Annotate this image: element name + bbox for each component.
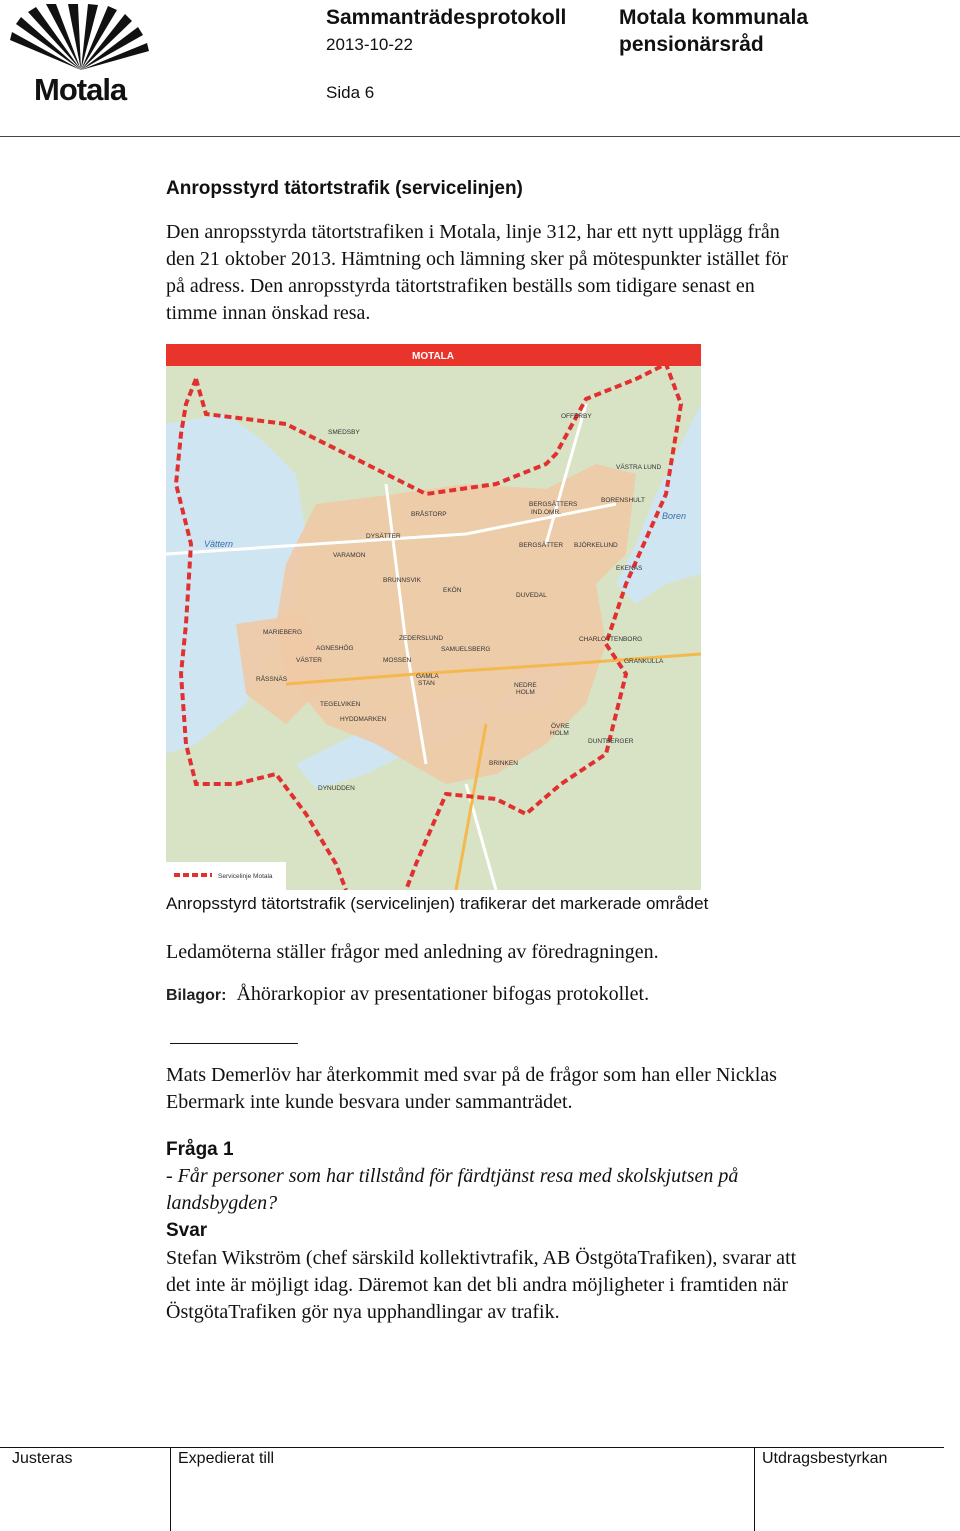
answer-line: det inte är möjligt idag. Däremot kan det bli andra möjligheter i framtiden när <box>166 1274 789 1296</box>
map-label: DYNUDDEN <box>318 785 355 792</box>
map-label: MARIEBERG <box>263 629 303 636</box>
map-label: IND.OMR. <box>531 509 561 516</box>
map-label: DYSÄTTER <box>366 533 401 540</box>
map-label: GAMLA <box>416 673 439 680</box>
map-label: BERGSÄTTERS <box>529 501 578 508</box>
legend-label: Servicelinje Motala <box>218 873 273 880</box>
question-heading: Fråga 1 <box>166 1139 234 1160</box>
map-label: SMEDSBY <box>328 429 360 436</box>
map-label: GRANKULLA <box>624 658 664 665</box>
map-label: TEGELVIKEN <box>320 701 361 708</box>
map-label: DUNTBERGER <box>588 738 634 745</box>
map-label: VÄSTER <box>296 657 323 664</box>
service-area-map <box>166 344 701 890</box>
intro-paragraph <box>166 219 926 327</box>
map-label: ÖVRE <box>551 723 570 730</box>
paragraph-questions: Ledamöterna ställer frågor med anledning av föredragningen. <box>166 941 659 963</box>
map-label: BRUNNSVIK <box>383 577 421 584</box>
map-label: ZEDERSLUND <box>399 635 444 642</box>
map-label: BRINKEN <box>489 760 518 767</box>
question-line: - Får personer som har tillstånd för färdtjänst resa med skolskjutsen på <box>166 1165 739 1187</box>
attachments-text: Åhörarkopior av presentationer bifogas protokollet. <box>236 983 650 1005</box>
header-rule <box>0 136 960 137</box>
map-label: BERGSÄTTER <box>519 542 564 549</box>
intro-line: Den anropsstyrda tätortstrafiken i Motala, linje 312, har ett nytt upplägg från <box>166 221 780 243</box>
map-label: SAMUELSBERG <box>441 646 491 653</box>
footer-divider <box>754 1447 755 1531</box>
map-label: VÄSTRA LUND <box>616 464 662 471</box>
footer-utdragsbestyrkan: Utdragsbestyrkan <box>762 1450 888 1467</box>
answer-text <box>166 1245 936 1326</box>
map-label: HOLM <box>516 689 535 696</box>
map-label: CHARLOTTENBORG <box>579 636 643 643</box>
map-label: OFFERBY <box>561 413 592 420</box>
question-text <box>166 1163 926 1217</box>
map-label: STAN <box>418 680 435 687</box>
followup-line: Mats Demerlöv har återkommit med svar på de frågor som han eller Nicklas <box>166 1064 777 1086</box>
map-label: BJÖRKELUND <box>574 542 618 549</box>
logo-wordmark: Motala <box>34 72 127 107</box>
intro-line: på adress. Den anropsstyrda tätortstrafiken beställs som tidigare senast en <box>166 275 755 297</box>
organisation-name-line1: Motala kommunala <box>619 6 809 29</box>
question-line: landsbygden? <box>166 1192 278 1214</box>
map-label: HYDDMARKEN <box>340 716 387 723</box>
footer-rule <box>0 1447 944 1448</box>
map-title: MOTALA <box>411 351 455 362</box>
intro-line: den 21 oktober 2013. Hämtning och lämning sker på mötespunkter istället för <box>166 248 789 270</box>
map-label-vattern: Vättern <box>204 539 234 549</box>
map-label: BORENSHULT <box>601 497 645 504</box>
map-label: EKÖN <box>443 587 462 594</box>
map-label: AGNESHÖG <box>316 645 354 652</box>
map-label: MOSSEN <box>383 657 412 664</box>
intro-line: timme innan önskad resa. <box>166 302 371 324</box>
section-heading: Anropsstyrd tätortstrafik (servicelinjen) <box>166 178 523 199</box>
map-label: NEDRE <box>514 682 537 689</box>
attachments-label: Bilagor: <box>166 987 227 1004</box>
map-label: EKENÄS <box>616 565 643 572</box>
organisation-name-line2: pensionärsråd <box>619 33 764 56</box>
answer-line: Stefan Wikström (chef särskild kollektivtrafik, AB ÖstgötaTrafiken), svarar att <box>166 1247 797 1269</box>
attachments-line <box>166 981 649 1008</box>
map-label: HOLM <box>550 730 569 737</box>
map-label: RÅSSNÄS <box>256 676 288 683</box>
answer-line: ÖstgötaTrafiken gör nya upphandlingar av trafik. <box>166 1301 560 1323</box>
separator-rule <box>170 1043 298 1044</box>
page-number: Sida 6 <box>326 83 375 102</box>
meeting-date: 2013-10-22 <box>326 35 413 54</box>
map-label: DUVEDAL <box>516 592 547 599</box>
footer-justeras: Justeras <box>12 1450 73 1467</box>
answer-heading: Svar <box>166 1220 208 1241</box>
footer-divider <box>170 1447 171 1531</box>
map-label: VARAMON <box>333 552 366 559</box>
map-caption: Anropsstyrd tätortstrafik (servicelinjen) trafikerar det markerade området <box>166 894 709 913</box>
paragraph-followup <box>166 1062 926 1116</box>
map-label: BRÅSTORP <box>411 511 447 518</box>
footer-expedierat: Expedierat till <box>178 1450 275 1467</box>
document-type: Sammanträdesprotokoll <box>326 6 567 29</box>
map-label-boren: Boren <box>662 511 687 521</box>
followup-line: Ebermark inte kunde besvara under sammanträdet. <box>166 1091 573 1113</box>
